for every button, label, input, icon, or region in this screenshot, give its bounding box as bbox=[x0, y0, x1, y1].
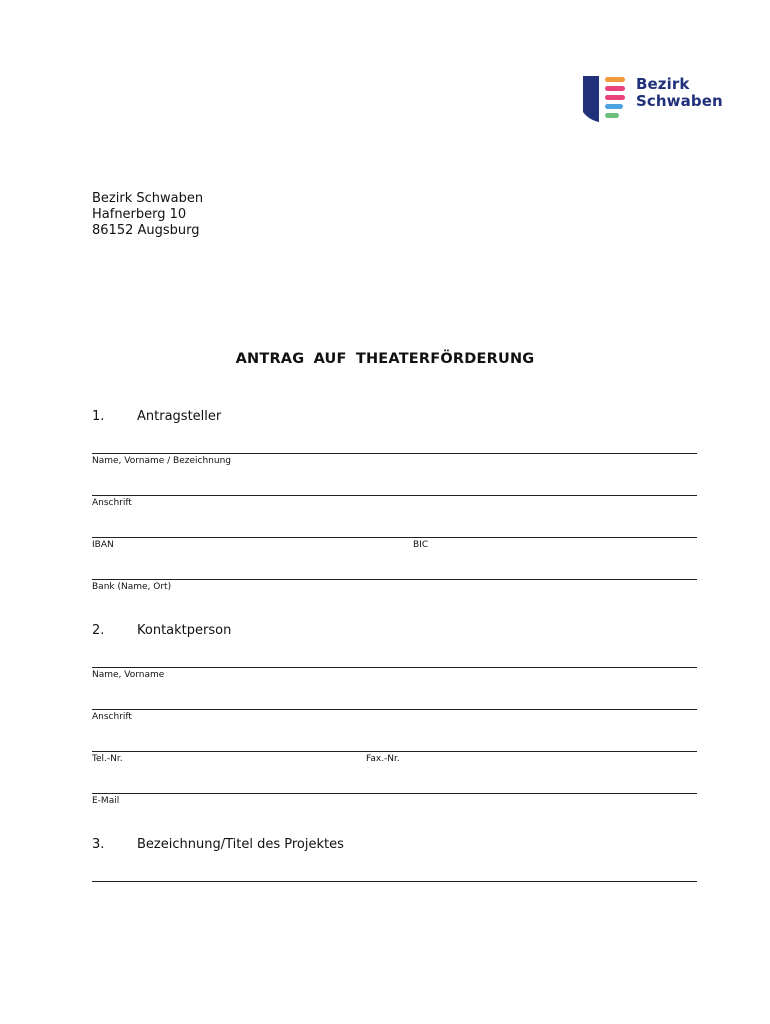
address-line-1: Bezirk Schwaben bbox=[92, 191, 204, 206]
section-title: Antragsteller bbox=[137, 409, 222, 424]
logo-brand-line2: Schwaben bbox=[636, 92, 723, 110]
contact-address-field[interactable] bbox=[92, 709, 697, 726]
section-number: 2. bbox=[92, 623, 105, 638]
section-number: 1. bbox=[92, 409, 105, 424]
applicant-name-field[interactable] bbox=[92, 453, 697, 470]
recipient-address bbox=[92, 191, 203, 239]
fax-label: Fax.-Nr. bbox=[366, 754, 400, 764]
iban-label: IBAN bbox=[92, 540, 114, 550]
logo-wordmark bbox=[636, 76, 723, 110]
contact-phone-fax-field[interactable] bbox=[92, 751, 697, 768]
section-number: 3. bbox=[92, 837, 105, 852]
field-label: Name, Vorname / Bezeichnung bbox=[92, 456, 232, 466]
field-label: Bank (Name, Ort) bbox=[92, 582, 172, 592]
contact-name-field[interactable] bbox=[92, 667, 697, 684]
project-title-field[interactable] bbox=[92, 881, 697, 898]
bezirk-schwaben-logo bbox=[581, 74, 731, 126]
bic-label: BIC bbox=[413, 540, 429, 550]
contact-email-field[interactable] bbox=[92, 793, 697, 810]
applicant-bank-field[interactable] bbox=[92, 579, 697, 596]
field-label: E-Mail bbox=[92, 796, 120, 806]
logo-emblem-icon bbox=[581, 74, 633, 126]
section-title: Bezeichnung/Titel des Projektes bbox=[137, 837, 344, 852]
field-label: Anschrift bbox=[92, 498, 132, 508]
address-line-2: Hafnerberg 10 bbox=[92, 207, 187, 222]
address-line-3: 86152 Augsburg bbox=[92, 223, 200, 238]
phone-label: Tel.-Nr. bbox=[92, 754, 123, 764]
logo-brand-line1: Bezirk bbox=[636, 75, 690, 93]
field-label: Name, Vorname bbox=[92, 670, 165, 680]
section-title: Kontaktperson bbox=[137, 623, 232, 638]
applicant-address-field[interactable] bbox=[92, 495, 697, 512]
applicant-bank-codes-field[interactable] bbox=[92, 537, 697, 554]
document-title: ANTRAG AUF THEATERFÖRDERUNG bbox=[235, 351, 535, 367]
field-label: Anschrift bbox=[92, 712, 132, 722]
